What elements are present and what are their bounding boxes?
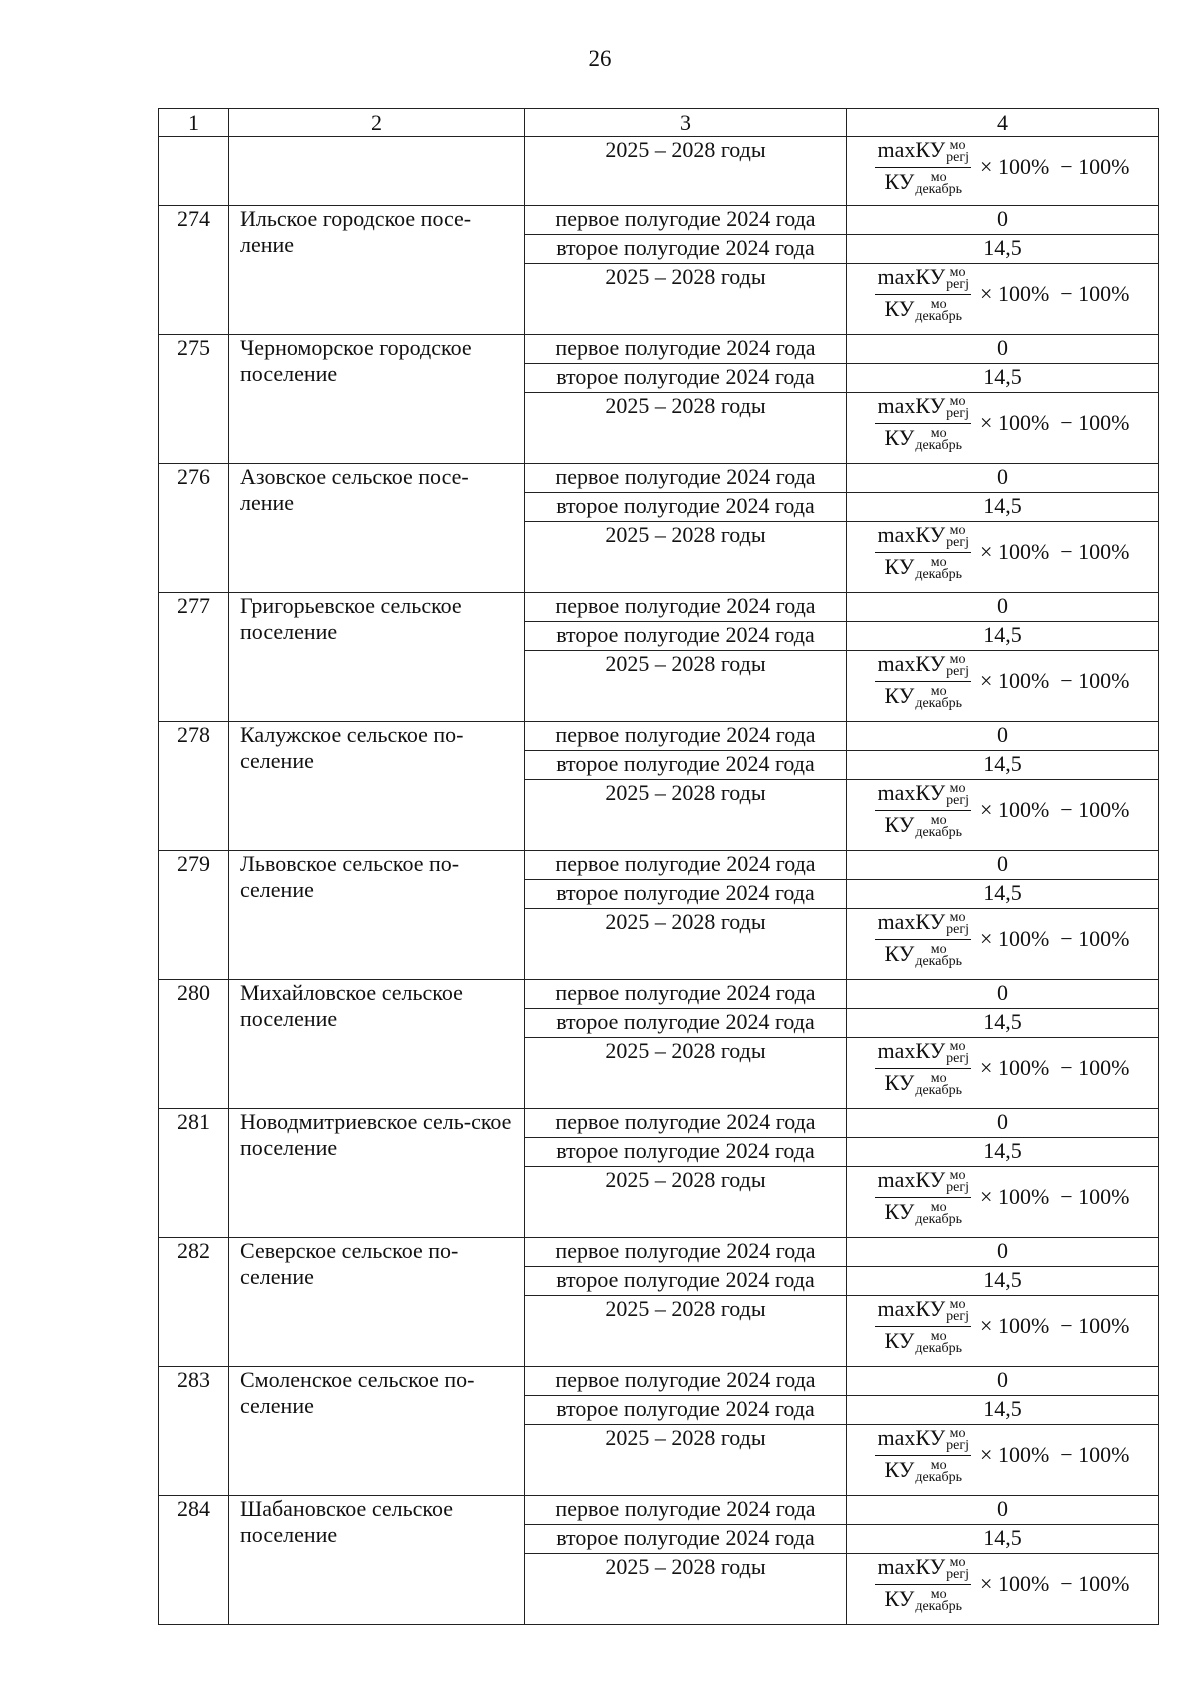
continuation-period-cell: 2025 – 2028 годы: [525, 137, 847, 206]
period-years: 2025 – 2028 годы: [525, 522, 847, 593]
formula-tail: × 100% − 100%: [980, 1441, 1130, 1467]
formula-denominator: [883, 940, 964, 968]
numerator-sub: регj: [946, 1308, 970, 1324]
row-number: 278: [159, 722, 229, 851]
value-first-half: 0: [847, 593, 1159, 622]
value-formula: [847, 909, 1159, 980]
numerator-indices: [946, 780, 970, 808]
period-second-half: второе полугодие 2024 года: [525, 1525, 847, 1554]
denominator-base: КУ: [884, 1327, 915, 1353]
settlement-name: Шабановское сельское поселение: [229, 1496, 525, 1625]
tariff-table: [158, 108, 1159, 1625]
formula-tail: × 100% − 100%: [980, 1570, 1130, 1596]
denominator-sub: декабрь: [915, 1598, 962, 1614]
formula-denominator: [883, 811, 964, 839]
numerator-sup: мо: [949, 651, 966, 667]
denominator-base: КУ: [884, 424, 915, 450]
numerator-indices: [946, 393, 970, 421]
formula-fraction: [875, 910, 971, 968]
continuation-num-cell: [159, 137, 229, 206]
denominator-sub: декабрь: [915, 437, 962, 453]
row-number: 281: [159, 1109, 229, 1238]
formula-numerator: [875, 1426, 971, 1456]
formula-denominator: [883, 424, 964, 452]
page-number: 26: [588, 46, 612, 71]
numerator-base: maxКУ: [877, 522, 946, 547]
value-first-half: 0: [847, 1238, 1159, 1267]
denominator-sub: декабрь: [915, 1211, 962, 1227]
continuation-formula-cell: [847, 137, 1159, 206]
formula: [875, 523, 1129, 581]
numerator-sub: регj: [946, 1566, 970, 1582]
formula-numerator: [875, 394, 971, 424]
formula-numerator: [875, 1039, 971, 1069]
period-first-half: первое полугодие 2024 года: [525, 335, 847, 364]
formula-denominator: [883, 1585, 964, 1613]
formula-numerator: [875, 1168, 971, 1198]
numerator-indices: [946, 264, 970, 292]
settlement-name: Черноморское городское поселение: [229, 335, 525, 464]
formula: [875, 1039, 1129, 1097]
numerator-indices: [946, 522, 970, 550]
denominator-sub: декабрь: [915, 566, 962, 582]
period-first-half: первое полугодие 2024 года: [525, 206, 847, 235]
period-years: 2025 – 2028 годы: [525, 1425, 847, 1496]
period-first-half: первое полугодие 2024 года: [525, 1367, 847, 1396]
numerator-indices: [946, 137, 970, 165]
period-first-half: первое полугодие 2024 года: [525, 851, 847, 880]
value-first-half: 0: [847, 464, 1159, 493]
denominator-indices: [915, 812, 962, 840]
formula: [875, 265, 1129, 323]
denominator-indices: [915, 1199, 962, 1227]
formula-tail: × 100% − 100%: [980, 1183, 1130, 1209]
formula-denominator: [883, 1198, 964, 1226]
denominator-sub: декабрь: [915, 181, 962, 197]
formula-tail: × 100% − 100%: [980, 153, 1130, 179]
settlement-row: [159, 1496, 1159, 1525]
settlement-row: [159, 722, 1159, 751]
value-first-half: 0: [847, 722, 1159, 751]
denominator-base: КУ: [884, 295, 915, 321]
denominator-sup: мо: [930, 1328, 947, 1344]
numerator-sub: регj: [946, 1437, 970, 1453]
numerator-sub: регj: [946, 1050, 970, 1066]
period-first-half: первое полугодие 2024 года: [525, 722, 847, 751]
continuation-name-cell: [229, 137, 525, 206]
formula-tail: × 100% − 100%: [980, 280, 1130, 306]
numerator-base: maxКУ: [877, 1296, 946, 1321]
row-number: 274: [159, 206, 229, 335]
numerator-base: maxКУ: [877, 1425, 946, 1450]
value-formula: [847, 1425, 1159, 1496]
denominator-sub: декабрь: [915, 1469, 962, 1485]
denominator-sub: декабрь: [915, 1082, 962, 1098]
numerator-indices: [946, 1425, 970, 1453]
numerator-sub: регj: [946, 663, 970, 679]
formula-denominator: [883, 1456, 964, 1484]
value-formula: [847, 1167, 1159, 1238]
period-years: 2025 – 2028 годы: [525, 651, 847, 722]
denominator-sup: мо: [930, 1070, 947, 1086]
value-formula: [847, 1296, 1159, 1367]
denominator-base: КУ: [884, 811, 915, 837]
formula-tail: × 100% − 100%: [980, 1054, 1130, 1080]
formula-tail: × 100% − 100%: [980, 925, 1130, 951]
value-formula: [847, 780, 1159, 851]
period-second-half: второе полугодие 2024 года: [525, 880, 847, 909]
period-first-half: первое полугодие 2024 года: [525, 980, 847, 1009]
period-second-half: второе полугодие 2024 года: [525, 1138, 847, 1167]
settlement-row: [159, 464, 1159, 493]
period-second-half: второе полугодие 2024 года: [525, 235, 847, 264]
value-first-half: 0: [847, 206, 1159, 235]
row-number: 280: [159, 980, 229, 1109]
settlement-name: Новодмитриевское сель-ское поселение: [229, 1109, 525, 1238]
row-number: 283: [159, 1367, 229, 1496]
settlement-row: [159, 335, 1159, 364]
numerator-base: maxКУ: [877, 1167, 946, 1192]
period-years: 2025 – 2028 годы: [525, 909, 847, 980]
formula-fraction: [875, 394, 971, 452]
formula-numerator: [875, 138, 971, 168]
formula-denominator: [883, 1069, 964, 1097]
settlement-row: [159, 980, 1159, 1009]
settlement-row: [159, 206, 1159, 235]
settlement-row: [159, 1109, 1159, 1138]
formula-tail: × 100% − 100%: [980, 1312, 1130, 1338]
formula: [875, 1555, 1129, 1613]
formula: [875, 652, 1129, 710]
numerator-indices: [946, 1167, 970, 1195]
period-second-half: второе полугодие 2024 года: [525, 1009, 847, 1038]
numerator-sub: регj: [946, 534, 970, 550]
formula-fraction: [875, 1555, 971, 1613]
row-number: 279: [159, 851, 229, 980]
denominator-base: КУ: [884, 682, 915, 708]
denominator-base: КУ: [884, 1456, 915, 1482]
formula: [875, 910, 1129, 968]
formula: [875, 1168, 1129, 1226]
value-second-half: 14,5: [847, 1138, 1159, 1167]
value-first-half: 0: [847, 335, 1159, 364]
value-second-half: 14,5: [847, 1396, 1159, 1425]
value-formula: [847, 393, 1159, 464]
formula: [875, 1297, 1129, 1355]
denominator-base: КУ: [884, 168, 915, 194]
denominator-sub: декабрь: [915, 308, 962, 324]
denominator-indices: [915, 554, 962, 582]
value-first-half: 0: [847, 851, 1159, 880]
denominator-sub: декабрь: [915, 824, 962, 840]
value-first-half: 0: [847, 1367, 1159, 1396]
denominator-base: КУ: [884, 1198, 915, 1224]
formula: [875, 138, 1129, 196]
denominator-sup: мо: [930, 1199, 947, 1215]
header-col-2: 2: [229, 109, 525, 137]
denominator-indices: [915, 683, 962, 711]
settlement-name: Ильское городское посе-ление: [229, 206, 525, 335]
denominator-indices: [915, 941, 962, 969]
formula-fraction: [875, 652, 971, 710]
value-second-half: 14,5: [847, 1009, 1159, 1038]
period-years: 2025 – 2028 годы: [525, 264, 847, 335]
numerator-sup: мо: [949, 1425, 966, 1441]
formula-tail: × 100% − 100%: [980, 409, 1130, 435]
row-number: 282: [159, 1238, 229, 1367]
formula-fraction: [875, 1426, 971, 1484]
formula-fraction: [875, 523, 971, 581]
numerator-sup: мо: [949, 1554, 966, 1570]
formula-numerator: [875, 1555, 971, 1585]
row-number: 275: [159, 335, 229, 464]
numerator-base: maxКУ: [877, 651, 946, 676]
period-first-half: первое полугодие 2024 года: [525, 1109, 847, 1138]
formula-numerator: [875, 652, 971, 682]
formula-tail: × 100% − 100%: [980, 538, 1130, 564]
value-formula: [847, 522, 1159, 593]
period-years: 2025 – 2028 годы: [525, 780, 847, 851]
settlement-name: Северское сельское по-селение: [229, 1238, 525, 1367]
value-second-half: 14,5: [847, 1525, 1159, 1554]
denominator-sub: декабрь: [915, 953, 962, 969]
numerator-indices: [946, 1296, 970, 1324]
formula: [875, 781, 1129, 839]
period-second-half: второе полугодие 2024 года: [525, 1396, 847, 1425]
continuation-row: [159, 137, 1159, 206]
formula-fraction: [875, 1168, 971, 1226]
formula-tail: × 100% − 100%: [980, 796, 1130, 822]
denominator-sup: мо: [930, 683, 947, 699]
formula-denominator: [883, 682, 964, 710]
denominator-indices: [915, 1070, 962, 1098]
settlement-row: [159, 1367, 1159, 1396]
numerator-sup: мо: [949, 393, 966, 409]
period-first-half: первое полугодие 2024 года: [525, 464, 847, 493]
numerator-sup: мо: [949, 137, 966, 153]
formula: [875, 394, 1129, 452]
value-formula: [847, 651, 1159, 722]
denominator-indices: [915, 1457, 962, 1485]
formula-denominator: [883, 553, 964, 581]
period-second-half: второе полугодие 2024 года: [525, 751, 847, 780]
value-formula: [847, 1038, 1159, 1109]
period-first-half: первое полугодие 2024 года: [525, 593, 847, 622]
settlement-name: Азовское сельское посе-ление: [229, 464, 525, 593]
settlement-row: [159, 593, 1159, 622]
numerator-base: maxКУ: [877, 909, 946, 934]
row-number: 277: [159, 593, 229, 722]
period-years: 2025 – 2028 годы: [525, 1296, 847, 1367]
value-second-half: 14,5: [847, 622, 1159, 651]
denominator-sup: мо: [930, 1457, 947, 1473]
denominator-base: КУ: [884, 940, 915, 966]
value-formula: [847, 1554, 1159, 1625]
formula-numerator: [875, 781, 971, 811]
value-first-half: 0: [847, 1496, 1159, 1525]
row-number: 276: [159, 464, 229, 593]
denominator-sup: мо: [930, 812, 947, 828]
value-first-half: 0: [847, 980, 1159, 1009]
header-col-1: 1: [159, 109, 229, 137]
formula-numerator: [875, 523, 971, 553]
row-number: 284: [159, 1496, 229, 1625]
period-second-half: второе полугодие 2024 года: [525, 364, 847, 393]
denominator-sup: мо: [930, 1586, 947, 1602]
settlement-name: Калужское сельское по-селение: [229, 722, 525, 851]
settlement-row: [159, 851, 1159, 880]
settlement-name: Михайловское сельское поселение: [229, 980, 525, 1109]
value-second-half: 14,5: [847, 880, 1159, 909]
numerator-indices: [946, 1554, 970, 1582]
formula-denominator: [883, 295, 964, 323]
denominator-indices: [915, 169, 962, 197]
formula-denominator: [883, 168, 964, 196]
period-first-half: первое полугодие 2024 года: [525, 1496, 847, 1525]
formula: [875, 1426, 1129, 1484]
numerator-sup: мо: [949, 264, 966, 280]
denominator-sup: мо: [930, 941, 947, 957]
numerator-base: maxКУ: [877, 393, 946, 418]
settlement-name: Смоленское сельское по-селение: [229, 1367, 525, 1496]
period-second-half: второе полугодие 2024 года: [525, 493, 847, 522]
denominator-base: КУ: [884, 1069, 915, 1095]
numerator-sub: регj: [946, 149, 970, 165]
numerator-sub: регj: [946, 405, 970, 421]
formula-fraction: [875, 1039, 971, 1097]
settlement-name: Львовское сельское по-селение: [229, 851, 525, 980]
value-formula: [847, 264, 1159, 335]
numerator-base: maxКУ: [877, 1038, 946, 1063]
numerator-sup: мо: [949, 522, 966, 538]
numerator-indices: [946, 651, 970, 679]
denominator-indices: [915, 1328, 962, 1356]
denominator-indices: [915, 1586, 962, 1614]
numerator-base: maxКУ: [877, 137, 946, 162]
formula-denominator: [883, 1327, 964, 1355]
denominator-base: КУ: [884, 553, 915, 579]
numerator-sup: мо: [949, 1038, 966, 1054]
period-years: 2025 – 2028 годы: [525, 1167, 847, 1238]
numerator-sup: мо: [949, 909, 966, 925]
denominator-sup: мо: [930, 425, 947, 441]
denominator-sub: декабрь: [915, 695, 962, 711]
numerator-sub: регj: [946, 792, 970, 808]
numerator-sub: регj: [946, 921, 970, 937]
period-years: 2025 – 2028 годы: [525, 393, 847, 464]
header-col-4: 4: [847, 109, 1159, 137]
numerator-base: maxКУ: [877, 780, 946, 805]
period-second-half: второе полугодие 2024 года: [525, 1267, 847, 1296]
value-second-half: 14,5: [847, 751, 1159, 780]
formula-numerator: [875, 265, 971, 295]
denominator-sup: мо: [930, 296, 947, 312]
numerator-indices: [946, 909, 970, 937]
value-second-half: 14,5: [847, 493, 1159, 522]
formula-fraction: [875, 781, 971, 839]
denominator-sub: декабрь: [915, 1340, 962, 1356]
settlement-row: [159, 1238, 1159, 1267]
numerator-base: maxКУ: [877, 264, 946, 289]
numerator-base: maxКУ: [877, 1554, 946, 1579]
period-years: 2025 – 2028 годы: [525, 1554, 847, 1625]
value-first-half: 0: [847, 1109, 1159, 1138]
period-years: 2025 – 2028 годы: [525, 1038, 847, 1109]
value-second-half: 14,5: [847, 235, 1159, 264]
numerator-sup: мо: [949, 1296, 966, 1312]
formula-fraction: [875, 1297, 971, 1355]
denominator-indices: [915, 296, 962, 324]
period-first-half: первое полугодие 2024 года: [525, 1238, 847, 1267]
value-second-half: 14,5: [847, 1267, 1159, 1296]
formula-tail: × 100% − 100%: [980, 667, 1130, 693]
value-second-half: 14,5: [847, 364, 1159, 393]
header-col-3: 3: [525, 109, 847, 137]
numerator-sup: мо: [949, 780, 966, 796]
numerator-indices: [946, 1038, 970, 1066]
formula-numerator: [875, 910, 971, 940]
denominator-sup: мо: [930, 554, 947, 570]
numerator-sub: регj: [946, 276, 970, 292]
numerator-sub: регj: [946, 1179, 970, 1195]
formula-numerator: [875, 1297, 971, 1327]
numerator-sup: мо: [949, 1167, 966, 1183]
denominator-sup: мо: [930, 169, 947, 185]
header-row: [159, 109, 1159, 137]
formula-fraction: [875, 265, 971, 323]
formula-fraction: [875, 138, 971, 196]
denominator-base: КУ: [884, 1585, 915, 1611]
settlement-name: Григорьевское сельское поселение: [229, 593, 525, 722]
denominator-indices: [915, 425, 962, 453]
period-second-half: второе полугодие 2024 года: [525, 622, 847, 651]
